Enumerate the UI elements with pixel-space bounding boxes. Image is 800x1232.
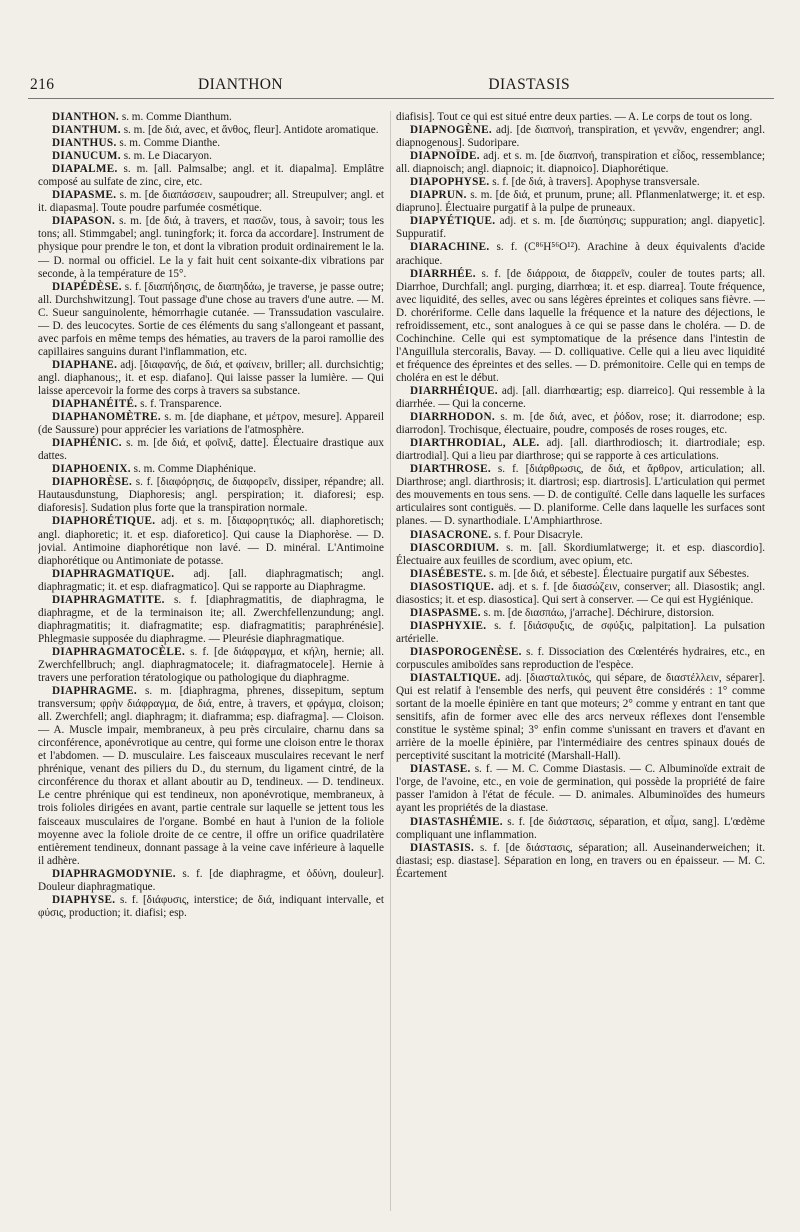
dictionary-entry (396, 620, 765, 646)
entry-definition: s. m. [all. Palmsalbe; angl. et it. diapalma]. Emplâtre composé au sulfate de zinc, cire, etc. (38, 163, 384, 189)
entry-definition: adj. [διαφανής, de διά, et φαίνειν, briller; all. durchsichtig; angl. diaphanous;, it. et esp. diafano]. Qui laisse passer la lumière. — Qui laisse apercevoir la forme des corps à travers sa substance. (38, 358, 384, 397)
dictionary-entry (38, 281, 384, 359)
entry-definition: adj. et s. f. [de διασώζειν, conserver; all. Diasostik; angl. diasostics; it. et esp. diasostica]. Qui sert à conserver. — Ce qui est Hygiénique. (396, 580, 765, 606)
entry-definition: s. m. Comme Dianthe. (116, 137, 221, 150)
entry-definition: s. m. [de διά, et prunum, prune; all. Pflanmenlatwerge; it. et esp. diapruno]. Électuaire purgatif à la pulpe de pruneaux. (396, 189, 765, 215)
entry-definition: adj. [de διαπνοή, transpiration, et γεννᾶν, engendrer; angl. diapnogenous]. Sudoripare. (396, 124, 765, 150)
entry-headword: DIAPHANOMÈTRE. (52, 411, 161, 424)
dictionary-entry (38, 894, 384, 920)
dictionary-entry (396, 411, 765, 437)
entry-headword: DIAPHYSE. (52, 893, 116, 906)
dictionary-entry (38, 437, 384, 463)
dictionary-entry (38, 476, 384, 515)
entry-headword: DIASTALTIQUE. (410, 672, 501, 685)
dictionary-entry (396, 268, 765, 385)
dictionary-entry (396, 672, 765, 763)
entry-headword: DIASACRONE. (410, 528, 492, 541)
entry-headword: DIAPHRAGMATIQUE. (52, 567, 175, 580)
entry-headword: DIAPRUN. (410, 189, 467, 202)
entry-headword: DIANUCUM. (52, 150, 121, 163)
dictionary-entry (38, 594, 384, 646)
dictionary-entry (396, 607, 765, 620)
entry-definition: s. m. [de διασπάω, j'arrache]. Déchirure, distorsion. (480, 606, 715, 619)
dictionary-entry (38, 685, 384, 868)
entry-headword: DIAPHRAGMATITE. (52, 593, 165, 606)
entry-headword: DIASPOROGENÈSE. (410, 645, 522, 658)
entry-headword: DIANTHUM. (52, 124, 121, 137)
entry-definition: adj. [all. diarrhœartig; esp. diarreico]. Qui ressemble à la diarrhée. — Qui la concerne. (396, 384, 765, 411)
entry-headword: DIAPHORÈSE. (52, 476, 133, 489)
entry-headword: DIARRHODON. (410, 411, 496, 424)
entry-definition: s. m. [de διά, et φοῖνιξ, datte]. Électuaire drastique aux dattes. (38, 437, 384, 463)
entry-definition: s. m. Comme Dianthum. (119, 111, 232, 123)
entry-headword: DIASPHYXIE. (410, 619, 487, 632)
entry-headword: DIARTHRODIAL, ALE. (410, 437, 540, 450)
entry-definition: adj. et s. m. [de διαπνοή, transpiration et εἶδος, ressemblance; all. diapnoisch; angl. diapnoic; it. diapnoico]. Diaphorétique. (396, 150, 765, 176)
entry-definition: s. m. [de διά, avec, et ἄνθος, fleur]. Antidote aromatique. (120, 124, 379, 137)
entry-headword: DIAPÉDÈSE. (52, 280, 122, 293)
dictionary-entry (38, 398, 384, 411)
dictionary-entry (38, 137, 384, 150)
entry-headword: DIAPHOENIX. (52, 463, 131, 476)
entry-definition: s. f. [διάρθρωσις, de διά, et ἄρθρον, articulation; all. Diarthrose; angl. diarthrosis; it. diartrosi; esp. diartrosis]. L'articulation qui permet des mouvements en tous sens. — D. de contiguïté. Celle dans laquelle les surfaces articulaires sont contiguës. — D. planiforme. Celle dans laquelle les surfaces sont planes. — D. synarthodiale. L'Amphiarthrose. (396, 463, 765, 528)
entry-definition: s. m. Le Diacaryon. (120, 150, 212, 163)
header-rule (28, 98, 774, 99)
entry-definition: adj. [all. diaphragmatisch; angl. diaphragmatic; it. et esp. diafragmatico]. Qui se rapporte au Diaphragme. (38, 567, 384, 593)
entry-headword: DIAPHANE. (52, 358, 118, 371)
dictionary-entry (38, 124, 384, 137)
entry-headword: DIAPHRAGMATOCÈLE. (52, 645, 186, 658)
entry-headword: DIASTASIS. (410, 841, 475, 854)
entry-definition: s. m. [de diaphane, et μέτρον, mesure]. Appareil (de Saussure) pour apprécier les variations de l'atmosphère. (38, 411, 384, 437)
entry-headword: DIASTASHÉMIE. (410, 815, 503, 828)
entry-headword: DIASTASE. (410, 763, 471, 776)
entry-headword: DIAPNOÏDE. (410, 150, 480, 163)
entry-headword: DIARRHÉIQUE. (410, 384, 498, 397)
entry-headword: DIARRHÉE. (410, 267, 476, 280)
entry-headword: DIAPASON. (52, 215, 116, 228)
dictionary-entry (396, 529, 765, 542)
entry-definition: s. f. [διαφόρησις, de διαφορεῖν, dissiper, répandre; all. Hautausdunstung, Diaphoresis; angl. perspiration; it. diaforesi; esp. diaforesis]. Sudation plus forte que la transpiration normale. (38, 476, 384, 515)
dictionary-entry (38, 868, 384, 894)
entry-definition: s. f. — M. C. Comme Diastasis. — C. Albuminoïde extrait de l'orge, de l'avoine, etc., en voie de germination, qui possède la propriété de faire passer l'amidon à l'état de fécule. — D. animales. Albuminoïdes des humeurs ayant les propriétés de la diastase. (396, 763, 765, 815)
dictionary-entry (396, 215, 765, 241)
dictionary-entry (396, 189, 765, 215)
entry-headword: DIARTHROSE. (410, 463, 491, 476)
entry-definition: adj. [διασταλτικός, qui sépare, de διαστέλλειν, séparer]. Qui est relatif à l'ensemble des nerfs, qui peuvent être considérés : 1° comme sortant de la moelle épinière en tant que moteurs; 2° comme y entrant en tant que sensitifs, afin de former avec elle des arcs nerveux réflexes dont l'ensemble constitue le système spinal; 3° enfin comme s'unissant en travers et d'avant en arrière de la moelle épinière, par l'intermédiaire des centres spinaux doués de perceptivité suscitant la motricité (Marshall-Hall). (396, 672, 765, 763)
dictionary-entry (38, 150, 384, 163)
right-running-head: DIASTASIS (488, 76, 570, 93)
dictionary-entry (396, 437, 765, 463)
entry-headword: DIAPALME. (52, 163, 118, 176)
entry-headword: DIAPHÉNIC. (52, 437, 122, 450)
entry-definition: s. f. [de diaphragme, et ὀδύνη, douleur]. Douleur diaphragmatique. (38, 867, 384, 893)
dictionary-entry (396, 581, 765, 607)
entry-definition: s. m. [de διά, à travers, et πασῶν, tous, à savoir; tous les tons; all. Stimmgabel; angl. tuningfork; it. forca da accordare]. Instrument de physique pour prendre le ton, et dont la vibration produit ordinairement le la. — D. normal ou officiel. Le la y fait huit cent soixante-dix vibrations par seconde, à la température de 15°. (38, 215, 384, 280)
entry-definition: diafisis]. Tout ce qui est situé entre deux parties. — A. Le corps de tout os long. (396, 111, 753, 123)
dictionary-entry (396, 842, 765, 881)
dictionary-entry (38, 411, 384, 437)
entry-definition: s. m. [de διά, et sébeste]. Électuaire purgatif aux Sébestes. (486, 567, 750, 580)
entry-headword: DIASPASME. (410, 606, 481, 619)
dictionary-entry (38, 515, 384, 567)
entry-headword: DIAPOPHYSE. (410, 176, 490, 189)
entry-definition: s. f. Pour Disacryle. (491, 528, 583, 541)
entry-definition: s. m. [de διαπάσσειν, saupoudrer; all. Streupulver; angl. et it. diapasma]. Toute poudre parfumée cosmétique. (38, 189, 384, 215)
entry-headword: DIANTHON. (52, 111, 120, 123)
page-number: 216 (30, 76, 55, 93)
entry-definition: s. f. Transparence. (137, 398, 222, 411)
entry-headword: DIAPHRAGME. (52, 685, 138, 698)
entry-definition: adj. [all. diarthrodiosch; it. diartrodiale; esp. diartrodial]. Qui a lieu par diarthrose; qui se rapporte à ces articulations. (396, 437, 765, 463)
entry-definition: s. m. [de διά, avec, et ῥόδον, rose; it. diarrodone; esp. diarrodon]. Trochisque, électuaire, poudre, composés de roses rouges, etc. (396, 411, 765, 437)
dictionary-entry (38, 463, 384, 476)
entry-definition: s. f. [διαπήδησις, de διαπηδάω, je traverse, je passe outre; all. Durchshwitzung]. Tout passage d'une chose au travers d'une autre. — M. C. Sueur sanguinolente, hémorrhagie cutanée. — Transsudation vasculaire. — D. des leucocytes. Sortie de ces éléments du sang s'allongeant et passant, avec parfois en même temps des hématies, au travers de la paroi ramollie des capillaires sanguins durant l'inflammation, etc. (38, 280, 384, 358)
entry-headword: DIASÉBESTE. (410, 567, 487, 580)
entry-headword: DIAPYÉTIQUE. (410, 215, 496, 228)
dictionary-entry (38, 163, 384, 189)
left-column (38, 111, 384, 1221)
entry-headword: DIARACHINE. (410, 241, 490, 254)
entry-definition: s. f. [diaphragmatitis, de diaphragma, le diaphragme, et de la terminaison ite; all. Zwerchfellenzundung; angl. diaphragmatitis; it. diafragmatite; esp. diafragmatitis; paraphrénésie]. Phlegmasie supposée du diaphragme. — Pleurésie diaphragmatique. (38, 593, 384, 645)
column-divider (390, 111, 391, 1211)
dictionary-entry (396, 385, 765, 411)
dictionary-entry (396, 124, 765, 150)
dictionary-entry (396, 816, 765, 842)
dictionary-entry (396, 568, 765, 581)
dictionary-entry (396, 463, 765, 528)
dictionary-entry (396, 176, 765, 189)
entry-headword: DIAPNOGÈNE. (410, 124, 492, 137)
entry-headword: DIAPHORÉTIQUE. (52, 515, 156, 528)
dictionary-entry (396, 111, 765, 124)
entry-definition: s. f. (C⁸⁶H⁵⁶O¹²). Arachine à deux équivalents d'acide arachique. (396, 241, 765, 267)
dictionary-entry (396, 763, 765, 815)
entry-definition: s. f. [de διάρροια, de διαρρεῖν, couler de toutes parts; all. Diarrhoe, Durchfall; angl. purging, diarrhœa; it. et esp. diarrea]. Toute fréquence, avec liquidité, des selles, avec ou sans légères épreintes et coliques sans fièvre. — D. chorériforme. Celle dans laquelle la fréquence et la nature des déjections, le refroidissement, etc., sont analogues à ce qui se passe dans le choléra. — D. de Cochinchine. Celle qui est symptomatique de la présence dans l'intestin de l'Anguillula stercoralis, Bavay. — D. colliquative. Celle qui a lieu avec liquidité et fréquence des épreintes et des selles. — D. prémonitoire. Celle qui en temps de choléra en est le début. (396, 267, 765, 384)
dictionary-entry (38, 189, 384, 215)
entry-headword: DIAPHRAGMODYNIE. (52, 867, 176, 880)
dictionary-entry (38, 646, 384, 685)
entry-definition: s. f. [διάφυσις, interstice; de διά, indiquant intervalle, et φύσις, production; it. diafisi; esp. (38, 893, 384, 919)
entry-definition: s. f. [de διάστασις, séparation; all. Auseinanderweichen; it. diastasi; esp. diastase]. Séparation en long, en travers ou en épaisseur. — M. C. Écartement (396, 841, 765, 880)
entry-definition: s. m. Comme Diaphénique. (130, 463, 257, 476)
entry-definition: s. f. [de διά, à travers]. Apophyse transversale. (489, 176, 700, 189)
dictionary-entry (396, 241, 765, 267)
entry-definition: s. f. [de διάστασις, séparation, et αἷμα, sang]. L'œdème compliquant une inflammation. (396, 815, 765, 841)
dictionary-entry (396, 646, 765, 672)
entry-headword: DIAPASME. (52, 189, 117, 202)
entry-definition: adj. et s. m. [de διαπύησις; suppuration; angl. diapyetic]. Suppuratif. (396, 215, 765, 241)
dictionary-entry (396, 150, 765, 176)
entry-definition: adj. et s. m. [διαφορητικός; all. diaphoretisch; angl. diaphoretic; it. et esp. diaforetico]. Qui cause la Diaphorèse. — D. jovial. Antimoine diaphorétique non lavé. — D. minéral. L'Antimoine diaphorétique ou Antimoniate de potasse. (38, 515, 384, 567)
entry-definition: s. f. [διάσφυξις, de σφύξις, palpitation]. La pulsation artérielle. (396, 619, 765, 645)
entry-headword: DIANTHUS. (52, 137, 117, 150)
entry-headword: DIAPHANÉITÉ. (52, 398, 138, 411)
entry-definition: s. f. [de διάφραγμα, et κήλη, hernie; all. Zwerchfellbruch; angl. diaphragmatocele; it. diafragmatocele]. Hernie à travers une perforation tératologique ou pathologique du diaphragme. (38, 645, 384, 685)
entry-headword: DIASOSTIQUE. (410, 580, 495, 593)
page-header (30, 76, 770, 100)
dictionary-entry (38, 568, 384, 594)
entry-headword: DIASCORDIUM. (410, 541, 500, 554)
dictionary-entry (396, 542, 765, 568)
dictionary-entry (38, 359, 384, 398)
dictionary-entry (38, 215, 384, 280)
left-running-head: DIANTHON (198, 76, 283, 93)
dictionary-entry (38, 111, 384, 124)
right-column (396, 111, 765, 1221)
entry-definition: s. m. [all. Skordiumlatwerge; it. et esp. diascordio]. Électuaire aux feuilles de scordium, avec opium, etc. (396, 541, 765, 567)
entry-definition: s. f. Dissociation des Cœlentérés hydraires, etc., en corpuscules amiboïdes sans reproduction de l'espèce. (396, 645, 765, 671)
entry-definition: s. m. [diaphragma, phrenes, dissepitum, septum transversum; φρὴν διάφραγμα, de διά, entre, à travers, et φράγμα, cloison; all. Zwerchfell; angl. diaphragm; it. diaframma; esp. diafragma]. — Cloison. — A. Muscle impair, membraneux, à peu près circulaire, charnu dans sa circonférence, aponévrotique au centre, qui forme une cloison entre le thorax et l'abdomen. — D. musculaire. Les faisceaux musculaires recevant le nerf phrénique, venant des piliers du D., du sternum, du ligament cintré, de la circonférence du thorax et allant aboutir au D, tendineux. — D. tendineux. Le centre phrénique qui est tendineux, non aponévrotique, membraneux, à trois folioles dirigées en avant, partie centrale sur laquelle se jettent tous les faisceaux musculaires de l'organe. Bombé en haut à l'union de la foliole moyenne avec la foliole droite de ce centre, il offre un orifice quadrilatère entièrement tendineux, donnant passage à la veine cave inférieure à laquelle il adhère. (38, 685, 384, 867)
